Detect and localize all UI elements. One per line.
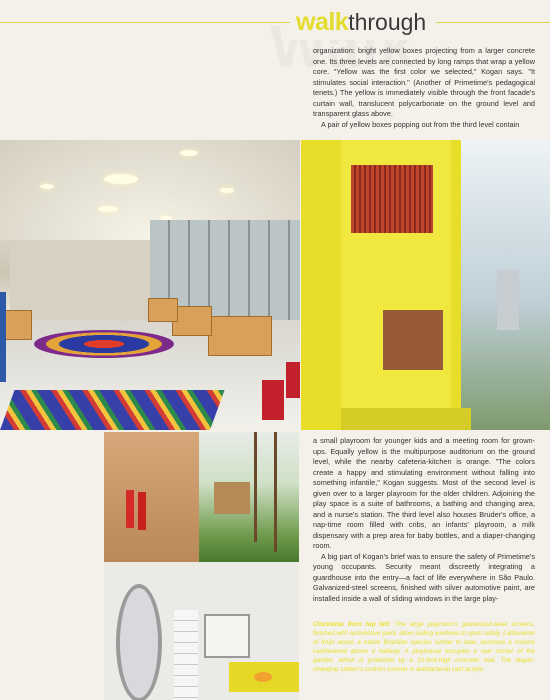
section-header — [290, 4, 436, 40]
guard-wood-panel — [104, 432, 199, 562]
palm-trunk — [254, 432, 257, 542]
photo-large-playroom — [0, 140, 300, 430]
ceiling-light — [98, 206, 118, 212]
fire-extinguisher — [126, 490, 134, 528]
orange-basin — [254, 672, 272, 682]
ceiling-light — [104, 174, 138, 184]
article-column-middle — [313, 436, 535, 604]
photo-red-chair — [262, 380, 284, 420]
round-mirror — [116, 584, 162, 700]
photo-yellow-atrium — [301, 140, 550, 430]
header-word-through: through — [348, 9, 427, 35]
photo-caption — [313, 620, 535, 674]
paragraph: organization: bright yellow boxes projecting from a larger concrete one. Its three levels are connected by long ramps that wrap a yellow core. "Yellow was the first color we selected," Kogan says. "It stimulates social interaction." (Another of Primetime's pedagogical tenets.) The yellow is immediately visible through the front facade's curtain wall, translucent polycarbonate on the ground level and transparent glass above. — [313, 46, 535, 118]
ceiling-light — [220, 188, 234, 193]
atrium-wood-lattice — [351, 165, 433, 233]
photo-round-rug — [34, 330, 174, 358]
article-column-top — [313, 46, 535, 130]
palm-trunk — [274, 432, 277, 552]
photo-shelf — [172, 306, 212, 336]
ceiling-light — [40, 184, 54, 189]
atrium-floor — [341, 408, 471, 430]
photo-left-strip — [0, 292, 6, 382]
caption-text: The large playroom's galvanized-steel screens, finished with automotive paint, allow sliding windows to open safely. Latticework of freijo wood, a native Brazilian species similar to teak, encloses a volume cantilevered above a hallway. A playhouse occupies a rear corner of the garden, which is protected by a 12-foot-high concrete wall. The diaper-changing station's custom counter is antibacterial cast acrylic. — [313, 621, 536, 673]
photo-shelf — [208, 316, 272, 356]
paragraph: A pair of yellow boxes popping out from the third level contain — [321, 119, 520, 129]
fire-extinguisher — [138, 492, 146, 530]
paragraph: A big part of Kogan's brief was to ensure the safety of Primetime's young occupants. Security meant discreetly integrating a guardhouse into the entry—a fact of life everywhere in São Paulo. Galvanized-steel screens, finished with silver automotive paint, are installed inside a wall of sliding windows in the large play- — [313, 551, 535, 603]
playhouse — [214, 482, 250, 514]
atrium-distant-building — [497, 270, 519, 330]
caption-lead: Clockwise from top left: — [313, 621, 391, 628]
photo-entry-garden — [104, 432, 299, 562]
cubby-shelves — [174, 610, 198, 700]
photo-shelf — [148, 298, 178, 322]
photo-red-chair — [286, 362, 300, 398]
bath-window — [204, 614, 250, 658]
header-word-walk: walk — [296, 8, 349, 36]
photo-alphabet-rug — [0, 390, 225, 430]
photo-diaper-station — [104, 562, 299, 700]
paragraph: a small playroom for younger kids and a meeting room for grown-ups. Equally yellow is the multipurpose auditorium on the ground level, while the nearby cafeteria-kitchen is orange. "The colors create a happy and stimulating environment without falling into something infantile," Kogan suggests. Most of the second level is given over to a larger playroom for the older children. Adjoining the play space is a suite of bathrooms, a bathing and changing area, and a nurse's station. The third level also houses Bruder's office, a nap-time room filled with cribs, an infants' playroom, a milk dispensary with a prep area for baby bottles, and a diaper-changing room. — [313, 436, 535, 550]
ceiling-light — [180, 150, 198, 156]
atrium-brick-wall — [383, 310, 443, 370]
